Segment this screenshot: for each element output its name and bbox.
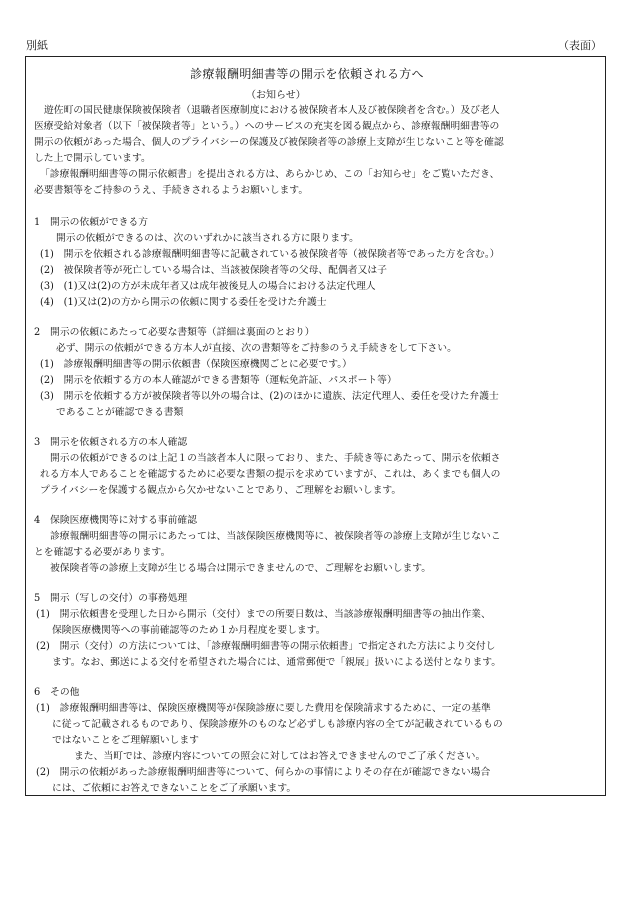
intro-line: 必要書類等をご持参のうえ、手続きされるようお願いします。 xyxy=(34,185,309,196)
section-6-line: ではないことをご理解願いします xyxy=(52,735,199,746)
intro-line: 医療受給対象者（以下「被保険者等」という。）へのサービスの充実を図る観点から、診療報酬明細書等の xyxy=(34,121,500,132)
section-3-line: プライバシーを保護する観点から欠かせないことであり、ご理解をお願いします。 xyxy=(40,485,402,496)
document-subtitle: （お知らせ） xyxy=(246,90,306,101)
section-1-heading: 1 開示の依頼ができる方 xyxy=(34,217,148,228)
section-5-line: ます。なお、郵送による交付を希望された場合には、通常郵便で「親展」扱いによる送付となります。 xyxy=(52,657,502,668)
section-6-line: には、ご依頼にお答えできないことをご了承願います。 xyxy=(52,783,297,794)
section-1-item: (4) (1)又は(2)の方から開示の依頼に関する委任を受けた弁護士 xyxy=(40,297,327,308)
section-5-line: (2) 開示（交付）の方法については、「診療報酬明細書等の開示依頼書」で指定された方法により交付し xyxy=(36,641,496,652)
front-side-label: （表面） xyxy=(558,39,602,52)
section-4-line: とを確認する必要があります。 xyxy=(34,547,171,558)
attachment-label: 別紙 xyxy=(26,39,48,52)
document-title: 診療報酬明細書等の開示を依頼される方へ xyxy=(190,67,424,81)
section-6-line: (2) 開示の依頼があった診療報酬明細書等について、何らかの事情によりその存在が確認できない場合 xyxy=(36,767,491,778)
intro-line: 遊佐町の国民健康保険被保険者（退職者医療制度における被保険者本人及び被保険者を含む。）及び老人 xyxy=(44,105,500,116)
section-2-item: (3) 開示を依頼する方が被保険者等以外の場合は、(2)のほかに遺族、法定代理人、委任を受けた弁護士 xyxy=(40,391,499,402)
section-6-line: また、当町では、診療内容についての照会に対してはお答えできませんのでご了承ください。 xyxy=(74,751,486,762)
intro-line: した上で開示しています。 xyxy=(34,153,151,164)
section-4-line: 診療報酬明細書等の開示にあたっては、当該保険医療機関等に、被保険者等の診療上支障が生じないこ xyxy=(50,531,501,542)
section-5-heading: 5 開示（写しの交付）の事務処理 xyxy=(34,593,188,604)
section-4-line: 被保険者等の診療上支障が生じる場合は開示できませんので、ご理解をお願いします。 xyxy=(50,563,432,574)
section-2-item: (1) 診療報酬明細書等の開示依頼書（保険医療機関ごとに必要です。） xyxy=(40,359,352,370)
section-5-line: 保険医療機関等への事前確認等のため１か月程度を要します。 xyxy=(52,625,326,636)
intro-line: 「診療報酬明細書等の開示依頼書」を提出される方は、あらかじめ、この「お知らせ」をご覧いただき、 xyxy=(40,169,500,180)
section-6-heading: 6 その他 xyxy=(34,687,80,698)
section-1-item: (3) (1)又は(2)の方が未成年者又は成年被後見人の場合における法定代理人 xyxy=(40,281,376,292)
section-1-item: (1) 開示を依頼される診療報酬明細書等に記載されている被保険者等（被保険者等であった方を含む。） xyxy=(40,249,500,260)
section-1-lead: 開示の依頼ができるのは、次のいずれかに該当される方に限ります。 xyxy=(56,233,359,244)
section-3-heading: 3 開示を依頼される方の本人確認 xyxy=(34,437,188,448)
section-5-line: (1) 開示依頼書を受理した日から開示（交付）までの所要日数は、当該診療報酬明細書等の抽出作業、 xyxy=(36,609,491,620)
section-2-lead: 必ず、開示の依頼ができる方本人が直接、次の書類等をご持参のうえ手続きをして下さい。 xyxy=(56,343,457,354)
notice-frame xyxy=(25,56,606,796)
section-3-line: 開示の依頼ができるのは上記１の当該者本人に限っており、また、手続き等にあたって、開示を依頼さ xyxy=(50,453,501,464)
section-4-heading: 4 保険医療機関等に対する事前確認 xyxy=(34,515,197,526)
section-3-line: れる方本人であることを確認するために必要な書類の提示を求めていますが、これは、あくまでも個人の xyxy=(40,469,501,480)
section-2-heading: 2 開示の依頼にあたって必要な書類等（詳細は裏面のとおり） xyxy=(34,327,315,338)
section-6-line: (1) 診療報酬明細書等は、保険医療機関等が保険診療に要した費用を保険請求するために、一定の基準 xyxy=(36,703,491,714)
intro-line: 開示の依頼があった場合、個人のプライバシーの保護及び被保険者等の診療上支障が生じないこと等を確認 xyxy=(34,137,504,148)
section-2-item: (2) 開示を依頼する方の本人確認ができる書類等（運転免許証、パスポート等） xyxy=(40,375,397,386)
section-6-line: に従って記載されるものであり、保険診療外のものなど必ずしも診療内容の全てが記載されているもの xyxy=(52,719,503,730)
section-2-item-continued: であることが確認できる書類 xyxy=(56,407,184,418)
section-1-item: (2) 被保険者等が死亡している場合は、当該被保険者等の父母、配偶者又は子 xyxy=(40,265,387,276)
